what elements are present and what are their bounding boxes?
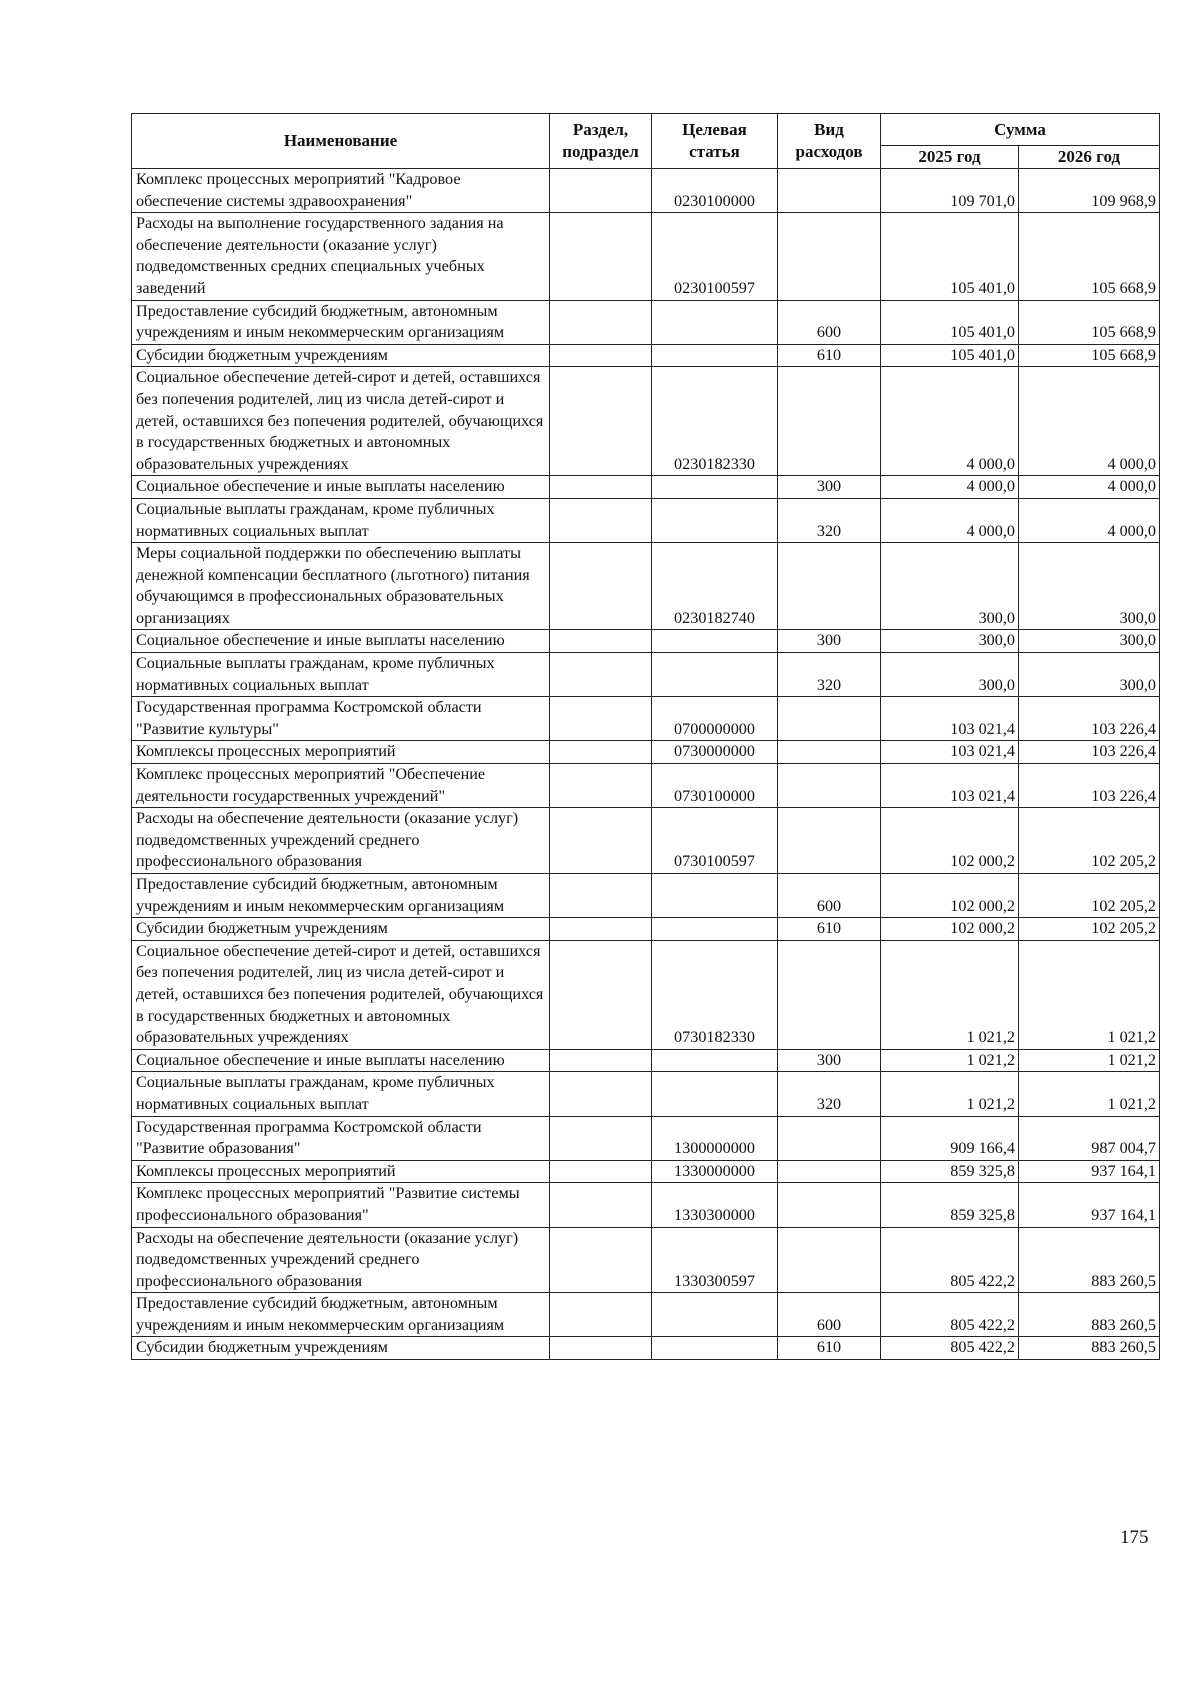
row-section-cell [550,918,652,941]
row-sum-2026-cell: 103 226,4 [1019,741,1160,764]
row-kind-cell [778,764,881,808]
row-sum-2025-cell: 4 000,0 [881,498,1019,542]
table-row [132,940,1160,1049]
row-kind-cell [778,213,881,300]
row-sum-2025-cell: 109 701,0 [881,169,1019,213]
row-target-cell: 1330300000 [652,1183,778,1227]
row-target-cell [652,1072,778,1116]
row-section-cell [550,764,652,808]
row-sum-2026-cell: 102 205,2 [1019,874,1160,918]
row-sum-2026-cell: 103 226,4 [1019,697,1160,741]
row-sum-2025-cell: 103 021,4 [881,741,1019,764]
table-row [132,918,1160,941]
row-sum-2026-cell: 1 021,2 [1019,1072,1160,1116]
budget-table-container [131,113,1159,1360]
row-sum-2025-cell: 859 325,8 [881,1183,1019,1227]
row-target-cell [652,344,778,367]
row-kind-cell: 300 [778,630,881,653]
row-kind-cell [778,1227,881,1293]
table-row [132,697,1160,741]
row-section-cell [550,1183,652,1227]
row-target-cell [652,498,778,542]
row-target-cell: 0230100597 [652,213,778,300]
row-target-cell: 1330300597 [652,1227,778,1293]
row-target-cell: 0730100000 [652,764,778,808]
table-row [132,1072,1160,1116]
header-sum: Сумма [881,114,1160,146]
row-sum-2025-cell: 105 401,0 [881,344,1019,367]
row-target-cell [652,918,778,941]
row-kind-cell: 600 [778,874,881,918]
row-sum-2025-cell: 300,0 [881,543,1019,630]
row-target-cell [652,1337,778,1360]
table-row [132,741,1160,764]
row-sum-2025-cell: 300,0 [881,653,1019,697]
table-row [132,808,1160,874]
row-sum-2026-cell: 105 668,9 [1019,300,1160,344]
row-kind-cell: 320 [778,498,881,542]
row-sum-2026-cell: 105 668,9 [1019,213,1160,300]
row-kind-cell: 610 [778,1337,881,1360]
row-section-cell [550,874,652,918]
row-sum-2025-cell: 4 000,0 [881,367,1019,476]
table-row [132,476,1160,499]
row-kind-cell: 320 [778,1072,881,1116]
row-sum-2025-cell: 105 401,0 [881,300,1019,344]
row-sum-2026-cell: 883 260,5 [1019,1293,1160,1337]
row-target-cell [652,653,778,697]
row-kind-cell: 600 [778,300,881,344]
row-name-cell: Расходы на обеспечение деятельности (оказание услуг) подведомственных учреждений среднего профессионального образования [132,808,550,874]
header-kind: Вид расходов [778,114,881,169]
row-name-cell: Социальное обеспечение и иные выплаты населению [132,630,550,653]
header-year-2025: 2025 год [881,146,1019,169]
row-kind-cell [778,543,881,630]
row-section-cell [550,344,652,367]
row-kind-cell [778,1160,881,1183]
row-kind-cell [778,741,881,764]
row-target-cell [652,300,778,344]
header-target: Целевая статья [652,114,778,169]
row-kind-cell [778,697,881,741]
row-section-cell [550,300,652,344]
row-section-cell [550,940,652,1049]
row-target-cell [652,874,778,918]
table-row [132,498,1160,542]
row-section-cell [550,1293,652,1337]
table-row [132,344,1160,367]
row-sum-2025-cell: 102 000,2 [881,808,1019,874]
row-sum-2026-cell: 102 205,2 [1019,918,1160,941]
row-sum-2026-cell: 109 968,9 [1019,169,1160,213]
row-section-cell [550,697,652,741]
row-kind-cell: 600 [778,1293,881,1337]
row-name-cell: Социальные выплаты гражданам, кроме публичных нормативных социальных выплат [132,653,550,697]
row-sum-2026-cell: 300,0 [1019,653,1160,697]
row-sum-2025-cell: 1 021,2 [881,940,1019,1049]
row-kind-cell [778,808,881,874]
row-name-cell: Субсидии бюджетным учреждениям [132,918,550,941]
row-section-cell [550,741,652,764]
row-kind-cell [778,169,881,213]
table-row [132,1116,1160,1160]
row-name-cell: Комплекс процессных мероприятий "Обеспечение деятельности государственных учреждений" [132,764,550,808]
row-section-cell [550,543,652,630]
table-row [132,1293,1160,1337]
table-row [132,874,1160,918]
page-number: 175 [1120,1527,1149,1548]
row-kind-cell [778,1183,881,1227]
row-name-cell: Предоставление субсидий бюджетным, автономным учреждениям и иным некоммерческим организациям [132,1293,550,1337]
row-name-cell: Социальное обеспечение и иные выплаты населению [132,476,550,499]
row-name-cell: Предоставление субсидий бюджетным, автономным учреждениям и иным некоммерческим организациям [132,874,550,918]
row-section-cell [550,1072,652,1116]
row-sum-2025-cell: 4 000,0 [881,476,1019,499]
row-sum-2026-cell: 300,0 [1019,543,1160,630]
row-section-cell [550,169,652,213]
row-sum-2026-cell: 937 164,1 [1019,1160,1160,1183]
row-section-cell [550,1160,652,1183]
row-kind-cell: 300 [778,1049,881,1072]
row-kind-cell: 610 [778,918,881,941]
row-target-cell [652,476,778,499]
table-row [132,1227,1160,1293]
row-kind-cell [778,940,881,1049]
row-target-cell [652,630,778,653]
row-section-cell [550,808,652,874]
row-name-cell: Социальное обеспечение детей-сирот и детей, оставшихся без попечения родителей, лиц из числа детей-сирот и детей, оставшихся без попечения родителей, обучающихся в государственных бюджетных и автономных образовательных учреждениях [132,367,550,476]
row-section-cell [550,630,652,653]
header-section: Раздел, подраздел [550,114,652,169]
row-sum-2026-cell: 103 226,4 [1019,764,1160,808]
row-section-cell [550,213,652,300]
row-sum-2025-cell: 909 166,4 [881,1116,1019,1160]
table-row [132,367,1160,476]
row-target-cell: 0730000000 [652,741,778,764]
row-section-cell [550,498,652,542]
row-kind-cell: 610 [778,344,881,367]
row-name-cell: Комплексы процессных мероприятий [132,741,550,764]
row-target-cell: 0730182330 [652,940,778,1049]
row-name-cell: Социальные выплаты гражданам, кроме публичных нормативных социальных выплат [132,498,550,542]
row-sum-2025-cell: 103 021,4 [881,697,1019,741]
row-sum-2026-cell: 1 021,2 [1019,940,1160,1049]
budget-table [131,113,1160,1360]
row-target-cell: 1300000000 [652,1116,778,1160]
row-section-cell [550,1227,652,1293]
row-target-cell: 0230100000 [652,169,778,213]
row-sum-2025-cell: 805 422,2 [881,1227,1019,1293]
row-sum-2026-cell: 4 000,0 [1019,476,1160,499]
table-row [132,1160,1160,1183]
row-name-cell: Социальное обеспечение детей-сирот и детей, оставшихся без попечения родителей, лиц из числа детей-сирот и детей, оставшихся без попечения родителей, обучающихся в государственных бюджетных и автономных образовательных учреждениях [132,940,550,1049]
row-name-cell: Комплекс процессных мероприятий "Развитие системы профессионального образования" [132,1183,550,1227]
row-sum-2026-cell: 1 021,2 [1019,1049,1160,1072]
table-row [132,300,1160,344]
row-sum-2025-cell: 105 401,0 [881,213,1019,300]
row-name-cell: Государственная программа Костромской области "Развитие образования" [132,1116,550,1160]
row-section-cell [550,653,652,697]
row-sum-2025-cell: 1 021,2 [881,1049,1019,1072]
table-row [132,1183,1160,1227]
row-name-cell: Социальное обеспечение и иные выплаты населению [132,1049,550,1072]
row-kind-cell: 320 [778,653,881,697]
row-sum-2025-cell: 102 000,2 [881,874,1019,918]
row-sum-2026-cell: 987 004,7 [1019,1116,1160,1160]
row-kind-cell [778,1116,881,1160]
row-sum-2025-cell: 1 021,2 [881,1072,1019,1116]
row-sum-2025-cell: 805 422,2 [881,1293,1019,1337]
row-sum-2026-cell: 883 260,5 [1019,1227,1160,1293]
header-name: Наименование [132,114,550,169]
row-sum-2026-cell: 883 260,5 [1019,1337,1160,1360]
row-sum-2026-cell: 937 164,1 [1019,1183,1160,1227]
row-sum-2026-cell: 4 000,0 [1019,367,1160,476]
row-name-cell: Субсидии бюджетным учреждениям [132,344,550,367]
row-name-cell: Субсидии бюджетным учреждениям [132,1337,550,1360]
header-year-2026: 2026 год [1019,146,1160,169]
row-name-cell: Комплекс процессных мероприятий "Кадровое обеспечение системы здравоохранения" [132,169,550,213]
row-sum-2026-cell: 102 205,2 [1019,808,1160,874]
row-name-cell: Государственная программа Костромской области "Развитие культуры" [132,697,550,741]
row-name-cell: Предоставление субсидий бюджетным, автономным учреждениям и иным некоммерческим организациям [132,300,550,344]
row-sum-2026-cell: 4 000,0 [1019,498,1160,542]
row-target-cell: 0730100597 [652,808,778,874]
row-sum-2026-cell: 300,0 [1019,630,1160,653]
row-section-cell [550,1049,652,1072]
table-row [132,653,1160,697]
row-section-cell [550,367,652,476]
row-target-cell: 0230182330 [652,367,778,476]
table-row [132,169,1160,213]
table-row [132,543,1160,630]
row-section-cell [550,1337,652,1360]
table-row [132,213,1160,300]
table-row [132,1337,1160,1360]
row-target-cell: 0700000000 [652,697,778,741]
row-name-cell: Меры социальной поддержки по обеспечению выплаты денежной компенсации бесплатного (льготного) питания обучающимся в профессиональных образовательных организациях [132,543,550,630]
row-name-cell: Расходы на выполнение государственного задания на обеспечение деятельности (оказание услуг) подведомственных средних специальных учебных заведений [132,213,550,300]
row-section-cell [550,1116,652,1160]
row-sum-2026-cell: 105 668,9 [1019,344,1160,367]
row-name-cell: Комплексы процессных мероприятий [132,1160,550,1183]
row-sum-2025-cell: 805 422,2 [881,1337,1019,1360]
row-section-cell [550,476,652,499]
row-target-cell [652,1293,778,1337]
row-sum-2025-cell: 859 325,8 [881,1160,1019,1183]
row-name-cell: Расходы на обеспечение деятельности (оказание услуг) подведомственных учреждений среднего профессионального образования [132,1227,550,1293]
table-row [132,1049,1160,1072]
row-kind-cell [778,367,881,476]
table-row [132,764,1160,808]
row-target-cell: 1330000000 [652,1160,778,1183]
row-target-cell [652,1049,778,1072]
row-kind-cell: 300 [778,476,881,499]
row-sum-2025-cell: 103 021,4 [881,764,1019,808]
row-sum-2025-cell: 300,0 [881,630,1019,653]
row-sum-2025-cell: 102 000,2 [881,918,1019,941]
row-target-cell: 0230182740 [652,543,778,630]
row-name-cell: Социальные выплаты гражданам, кроме публичных нормативных социальных выплат [132,1072,550,1116]
table-row [132,630,1160,653]
